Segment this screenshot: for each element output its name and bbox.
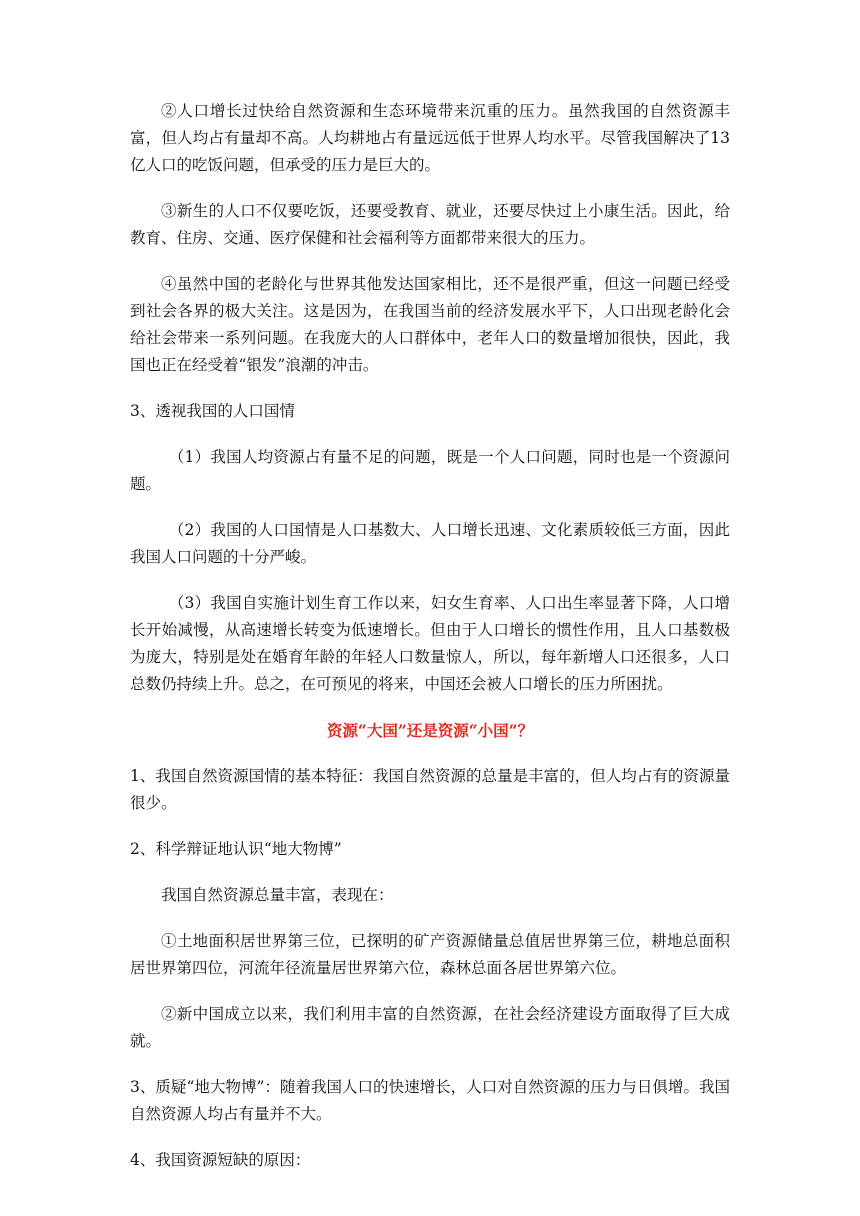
- paragraph-resource-feature: 1、我国自然资源国情的基本特征：我国自然资源的总量是丰富的，但人均占有的资源量很少。: [130, 767, 730, 812]
- section-heading: 资源“大国”还是资源“小国”？: [326, 721, 534, 740]
- document-page: [130, 98, 730, 1193]
- paragraph-aging: ④虽然中国的老龄化与世界其他发达国家相比，还不是很严重，但这一问题已经受到社会各界的极大关注。这是因为，在我国当前的经济发展水平下，人口出现老龄化会给社会带来一系列问题。在我庞大的人口群体中，老年人口的数量增加很快，因此，我国也正在经受着“银发”浪潮的冲击。: [130, 275, 730, 374]
- paragraph-land-rank: ①土地面积居世界第三位，已探明的矿产资源储量总值居世界第三位，耕地总面积居世界第四位，河流年径流量居世界第六位，森林总面各居世界第六位。: [130, 932, 730, 977]
- subheading-population-situation: 3、透视我国的人口国情: [130, 402, 295, 420]
- paragraph-total-rich: 我国自然资源总量丰富，表现在：: [161, 886, 394, 904]
- subheading-dialectic: 2、科学辩证地认识“地大物博”: [130, 840, 342, 858]
- paragraph-newborn-needs: ③新生的人口不仅要吃饭，还要受教育、就业，还要尽快过上小康生活。因此，给教育、住房、交通、医疗保健和社会福利等方面都带来很大的压力。: [130, 202, 730, 247]
- paragraph-achievements: ②新中国成立以来，我们利用丰富的自然资源，在社会经济建设方面取得了巨大成就。: [130, 1005, 730, 1050]
- paragraph-point-2: （2）我国的人口国情是人口基数大、人口增长迅速、文化素质较低三方面，因此我国人口问题的十分严峻。: [130, 521, 730, 566]
- paragraph-point-1: （1）我国人均资源占有量不足的问题，既是一个人口问题，同时也是一个资源问题。: [130, 448, 730, 493]
- subheading-shortage-reasons: 4、我国资源短缺的原因：: [130, 1151, 311, 1169]
- paragraph-population-pressure-resources: ②人口增长过快给自然资源和生态环境带来沉重的压力。虽然我国的自然资源丰富，但人均占有量却不高。人均耕地占有量远远低于世界人均水平。尽管我国解决了13亿人口的吃饭问题，但承受的压力是巨大的。: [130, 102, 730, 174]
- paragraph-question: 3、质疑“地大物博”：随着我国人口的快速增长，人口对自然资源的压力与日俱增。我国自然资源人均占有量并不大。: [130, 1078, 730, 1123]
- paragraph-point-3: （3）我国自实施计划生育工作以来，妇女生育率、人口出生率显著下降，人口增长开始减慢，从高速增长转变为低速增长。但由于人口增长的惯性作用，且人口基数极为庞大，特别是处在婚育年龄的年轻人口数量惊人，所以，每年新增人口还很多，人口总数仍持续上升。总之，在可预见的将来，中国还会被人口增长的压力所困扰。: [130, 594, 730, 693]
